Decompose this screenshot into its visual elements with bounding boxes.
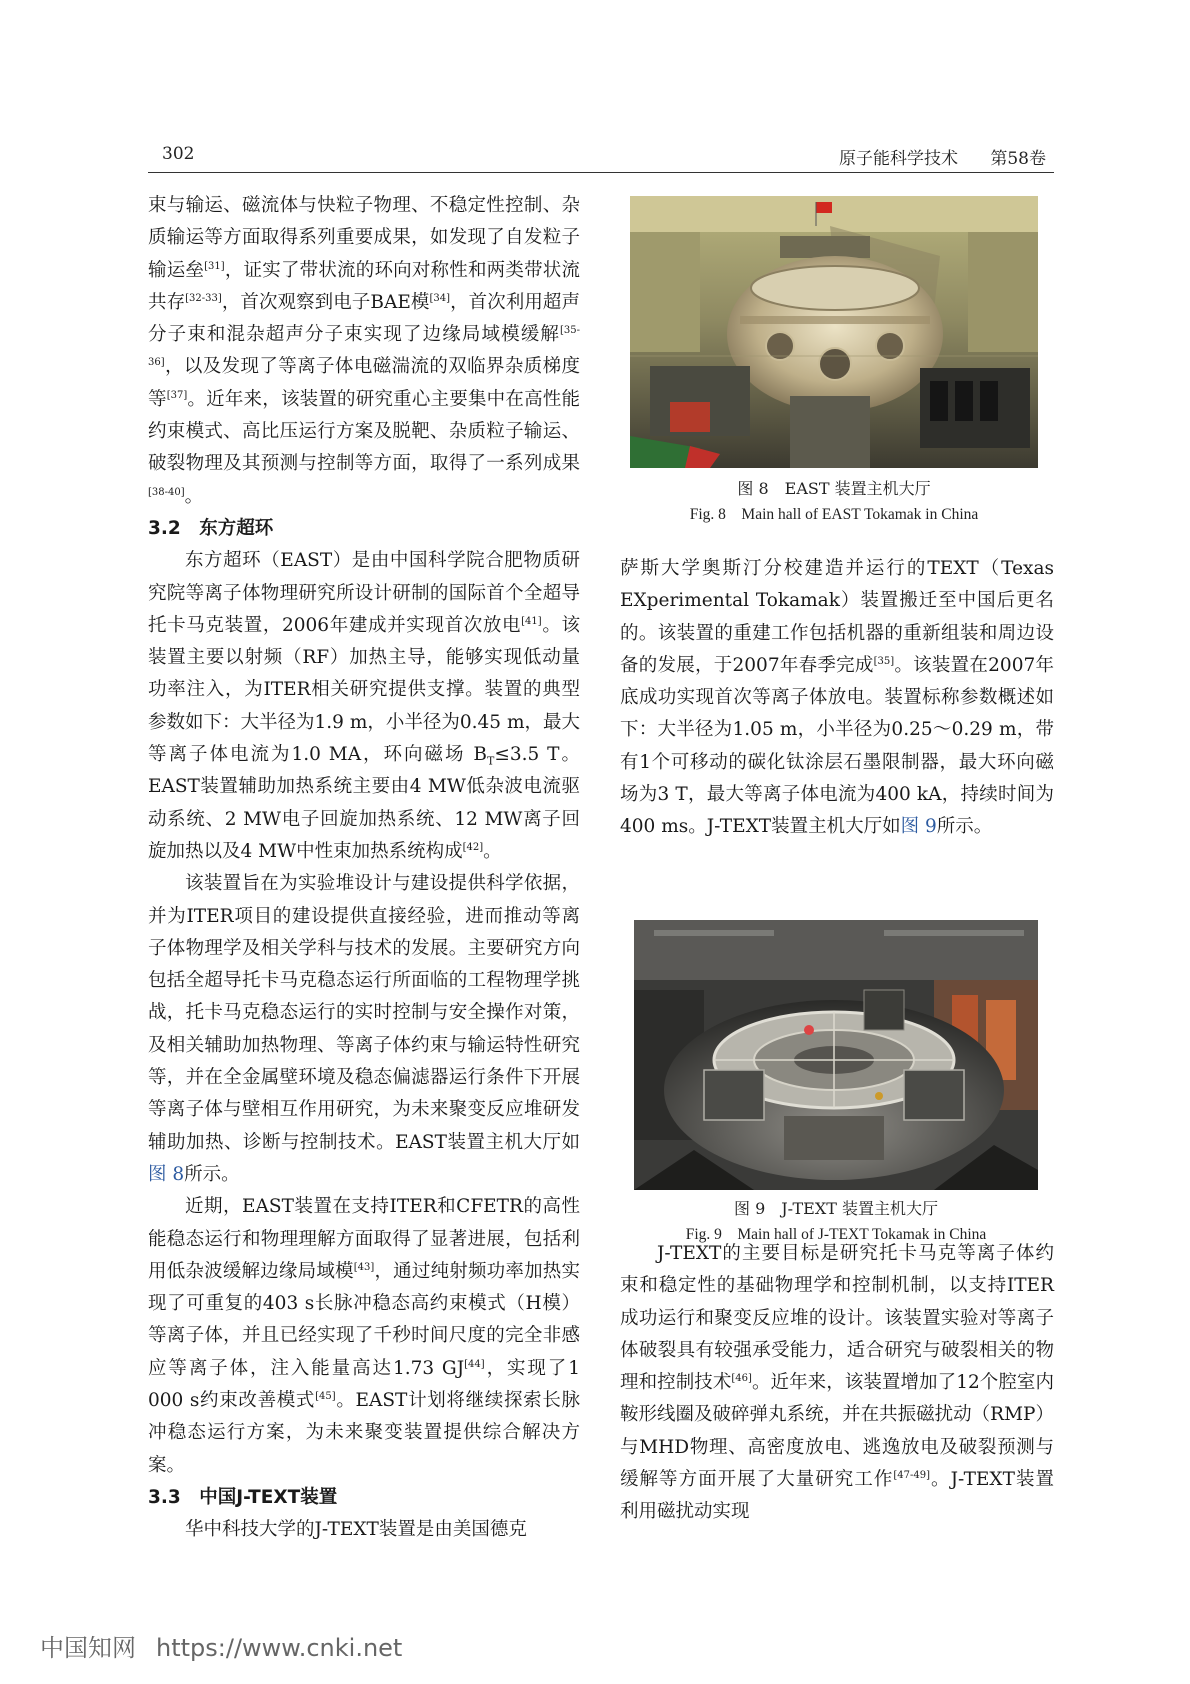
watermark-brand: 中国知网	[40, 1634, 136, 1662]
paragraph-jtext-history: 萨斯大学奥斯汀分校建造并运行的TEXT（Texas EXperimental Tokamak）装置搬迁至中国后更名的。该装置的重建工作包括机器的重新组装和周边设备的发展，于2007年春季完成[35]。该装置在2007年底成功实现首次等离子体放电。装置标称参数概述如下：大半径为1.05 m，小半径为0.25～0.29 m，带有1个可移动的碳化钛涂层石墨限制器，最大环向磁场为3 T，最大等离子体电流为400 kA，持续时间为400 ms。J-TEXT装置主机大厅如图 9所示。	[620, 558, 1054, 838]
citation[interactable]: [32-33]	[185, 292, 222, 304]
figure-9-caption-en: Fig. 9 Main hall of J-TEXT Tokamak in China	[685, 1226, 987, 1243]
running-header	[148, 140, 1054, 170]
figure-9-caption-zh: 图 9 J-TEXT 装置主机大厅	[733, 1199, 939, 1218]
paragraph-east-goals: 该装置旨在为实验堆设计与建设提供科学依据，并为ITER项目的建设提供直接经验，进而推动等离子体物理学及相关学科与技术的发展。主要研究方向包括全超导托卡马克稳态运行所面临的工程物理学挑战，托卡马克稳态运行的实时控制与安全操作对策，及相关辅助加热物理、等离子体约束与输运特性研究等，并在全金属壁环境及稳态偏滤器运行条件下开展等离子体与壁相互作用研究，为未来聚变反应堆研发辅助加热、诊断与控制技术。EAST装置主机大厅如图 8所示。	[148, 873, 580, 1185]
page-number: 302	[162, 144, 195, 164]
east-hall-photo	[630, 196, 1038, 468]
citation[interactable]: [38-40]	[148, 486, 185, 498]
paragraph-east-recent: 近期，EAST装置在支持ITER和CFETR的高性能稳态运行和物理理解方面取得了显著进展，包括利用低杂波缓解边缘局域模[43]，通过纯射频功率加热实现了可重复的403 s长脉冲稳态高约束模式（H模）等离子体，并且已经实现了千秒时间尺度的完全非感应等离子体，注入能量高达1.73 GJ[44]，实现了1 000 s约束改善模式[45]。EAST计划将继续探索长脉冲稳态运行方案，为未来聚变装置提供综合解决方案。	[148, 1196, 580, 1476]
volume-label: 第58卷	[990, 149, 1046, 169]
section-number: 3.2	[148, 517, 181, 539]
citation[interactable]: [46]	[731, 1373, 752, 1385]
paragraph-east-intro: 东方超环（EAST）是由中国科学院合肥物质研究院等离子体物理研究所设计研制的国际首个全超导托卡马克装置，2006年建成并实现首次放电[41]。该装置主要以射频（RF）加热主导，能够实现低动量功率注入，为ITER相关研究提供支撑。装置的典型参数如下：大半径为1.9 m，小半径为0.45 m，最大等离子体电流为1.0 MA，环向磁场 $B_T\le 3.5$ T。EAST装置辅助加热系统主要由4 MW低杂波电流驱动系统、2 MW电子回旋加热系统、12 MW离子回旋加热以及4 MW中性束加热系统构成[42]。	[148, 550, 580, 862]
figure-8-caption-en: Fig. 8 Main hall of EAST Tokamak in China	[689, 506, 979, 523]
right-column-top	[620, 553, 1054, 844]
figure-9-link[interactable]: 图 9	[900, 816, 937, 838]
citation[interactable]: [44]	[464, 1358, 485, 1370]
cnki-watermark	[40, 1628, 402, 1663]
figure-9	[634, 920, 1038, 1243]
left-column	[148, 190, 580, 1546]
citation[interactable]: [41]	[521, 615, 542, 627]
citation[interactable]: [37]	[166, 389, 188, 401]
citation[interactable]: [45]	[315, 1390, 336, 1402]
figure-8-caption-zh: 图 8 EAST 装置主机大厅	[737, 479, 931, 498]
right-column-bottom	[620, 1238, 1054, 1529]
citation[interactable]: [42]	[462, 841, 484, 853]
journal-name: 原子能科学技术	[839, 149, 958, 169]
section-heading-3-2	[148, 513, 580, 545]
figure-8	[630, 196, 1038, 523]
citation[interactable]: [35-36]	[148, 325, 580, 369]
paragraph-continuation: 束与输运、磁流体与快粒子物理、不稳定性控制、杂质输运等方面取得系列重要成果，如发现了自发粒子输运垒[31]，证实了带状流的环向对称性和两类带状流共存[32-33]，首次观察到电子BAE模[34]，首次利用超声分子束和混杂超声分子束实现了边缘局域模缓解[35-36]，以及发现了等离子体电磁湍流的双临界杂质梯度等[37]。近年来，该装置的研究重心主要集中在高性能约束模式、高比压运行方案及脱靶、杂质粒子输运、破裂物理及其预测与控制等方面，取得了一系列成果[38-40]。	[148, 195, 580, 507]
citation[interactable]: [34]	[429, 292, 451, 304]
citation[interactable]: [43]	[353, 1261, 375, 1273]
section-number: 3.3	[148, 1486, 181, 1508]
paragraph-jtext-goals: J-TEXT的主要目标是研究托卡马克等离子体约束和稳定性的基础物理学和控制机制，以支持ITER成功运行和聚变反应堆的设计。该装置实验对等离子体破裂具有较强承受能力，适合研究与破裂相关的物理和控制技术[46]。近年来，该装置增加了12个腔室内鞍形线圈及破碎弹丸系统，并在共振磁扰动（RMP）与MHD物理、高密度放电、逃逸放电及破裂预测与缓解等方面开展了大量研究工作[47-49]。J-TEXT装置利用磁扰动实现	[620, 1243, 1054, 1523]
section-title: 中国J-TEXT装置	[199, 1486, 338, 1508]
header-rule	[148, 172, 1054, 173]
citation[interactable]: [47-49]	[893, 1469, 931, 1481]
citation[interactable]: [35]	[873, 655, 895, 667]
section-title: 东方超环	[199, 517, 274, 539]
jtext-hall-photo	[634, 920, 1038, 1190]
figure-8-link[interactable]: 图 8	[148, 1163, 185, 1185]
citation[interactable]: [31]	[204, 260, 225, 272]
section-heading-3-3	[148, 1482, 580, 1514]
paragraph-jtext-intro: 华中科技大学的J-TEXT装置是由美国德克	[185, 1519, 527, 1541]
watermark-url[interactable]: https://www.cnki.net	[156, 1634, 403, 1662]
